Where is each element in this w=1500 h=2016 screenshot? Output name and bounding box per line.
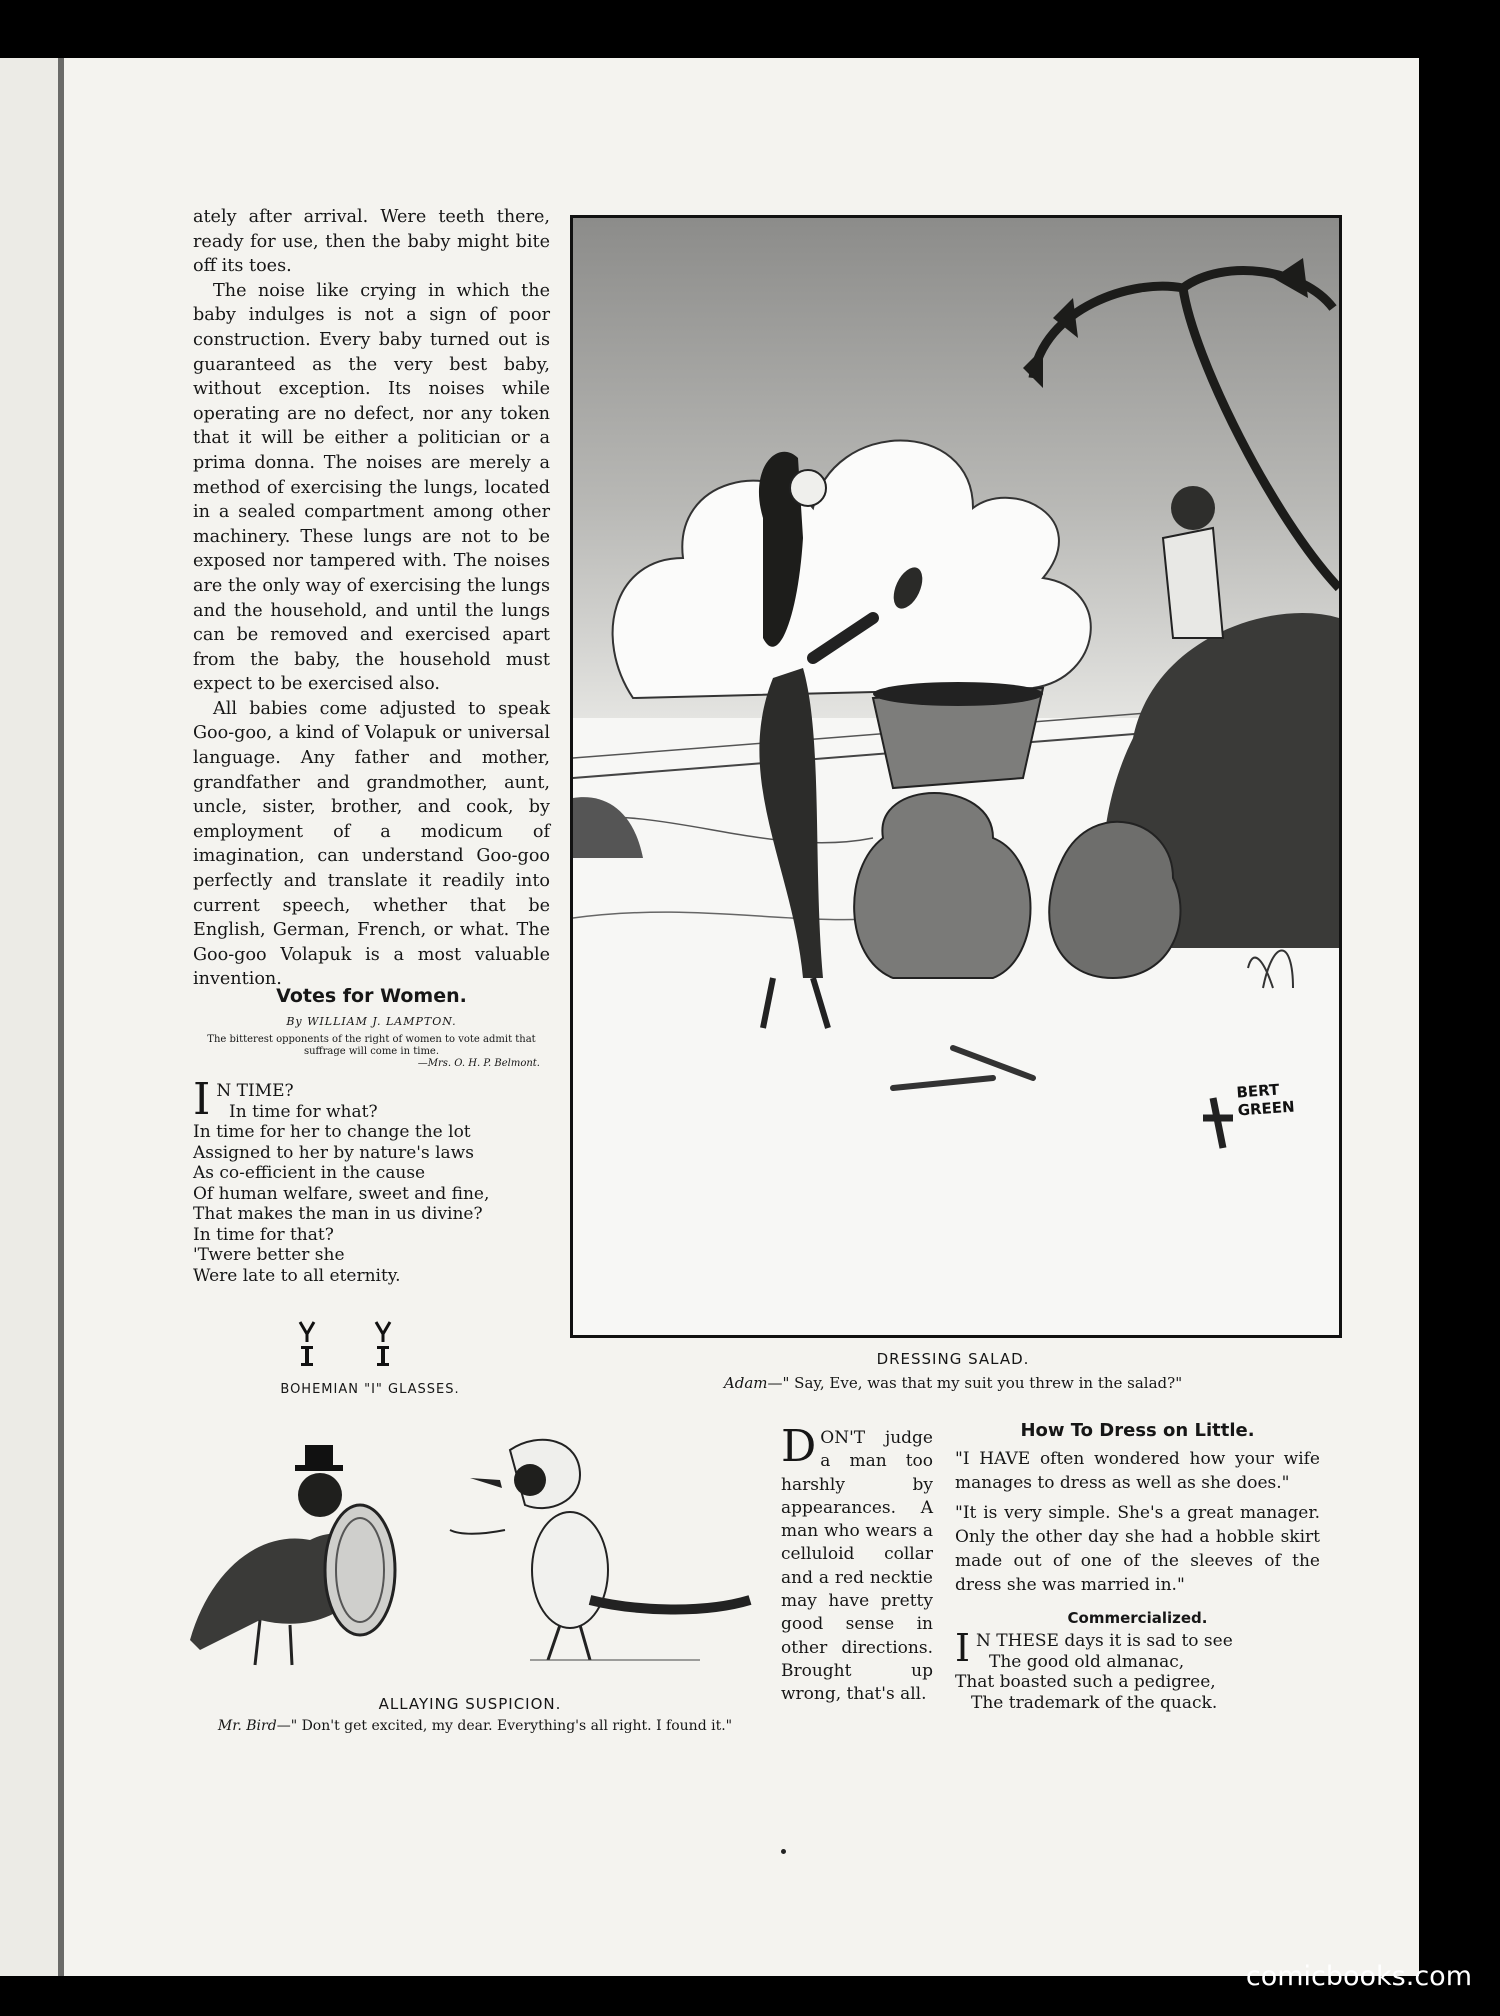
poem-line: As co-efficient in the cause bbox=[193, 1163, 426, 1183]
article-paragraph: The noise like crying in which the baby indulges is not a sign of poor construction. Every baby turned out is guaranteed as the very best baby, without exception. Its noises while operating are no defect, nor any token that it will be either a politician or a prima donna. The noises are merely a method of exercising the lungs, located in a sealed compartment among other machinery. These lungs are not to be exposed nor tampered with. The noises are the only way of exercising the lungs and the household, and until the lungs can be removed and exercised apart from the baby, the household must expect to be exercised also. bbox=[193, 280, 550, 695]
poem-line: Assigned to her by nature's laws bbox=[193, 1142, 474, 1163]
poem-line: In time for that? bbox=[193, 1224, 334, 1245]
poem-body bbox=[193, 1074, 550, 1286]
poem-epigraph-attribution: —Mrs. O. H. P. Belmont. bbox=[417, 1058, 540, 1069]
poem-line: That boasted such a pedigree, bbox=[955, 1672, 1216, 1692]
poem-title: Votes for Women. bbox=[276, 985, 467, 1007]
poem-line: The good old almanac, bbox=[989, 1651, 1185, 1672]
dropcap: D bbox=[781, 1421, 817, 1472]
caption-speaker: Adam bbox=[723, 1374, 768, 1392]
adjacent-page-edge bbox=[0, 58, 62, 1976]
caption-text: —" Don't get excited, my dear. Everything's all right. I found it." bbox=[276, 1718, 733, 1734]
poem-line: N THESE days it is sad to see bbox=[976, 1631, 1233, 1651]
cartoon-illustration bbox=[573, 218, 1339, 1335]
allaying-suspicion-cartoon bbox=[180, 1420, 760, 1685]
cartoon-signature: BERT GREEN bbox=[1235, 1080, 1296, 1120]
votes-for-women-poem bbox=[193, 985, 550, 1286]
article-paragraph: ately after arrival. Were teeth there, ready for use, then the baby might bite off its toes. bbox=[193, 207, 550, 277]
caption-text: —" Say, Eve, was that my suit you threw in the salad?" bbox=[767, 1374, 1183, 1392]
section-subheading: Commercialized. bbox=[1067, 1609, 1208, 1627]
poem-dropcap: I bbox=[955, 1626, 971, 1670]
poem-line: 'Twere better she bbox=[193, 1245, 345, 1265]
poem-line: In time for what? bbox=[229, 1101, 378, 1122]
right-column bbox=[955, 1420, 1320, 1713]
cartoon-title: DRESSING SALAD. bbox=[876, 1350, 1030, 1368]
poem-line: That makes the man in us divine? bbox=[193, 1204, 483, 1224]
dialogue-paragraph: "I HAVE often wondered how your wife manages to dress as well as she does." bbox=[955, 1449, 1320, 1493]
bohemian-glasses-illustration bbox=[263, 1318, 463, 1370]
bird-cartoon-caption bbox=[180, 1718, 770, 1734]
middle-column-text: ON'T judge a man too harshly by appearances. A man who wears a celluloid collar and a red necktie may have pretty good sense in other directions. Brought up wrong, that's all. bbox=[781, 1428, 933, 1705]
poem-dropcap: I bbox=[193, 1074, 211, 1125]
poem-line: N TIME? bbox=[216, 1081, 294, 1101]
dialogue-paragraph: "It is very simple. She's a great manager. Only the other day she had a hobble skirt made out of one of the sleeves of the dress she was married in." bbox=[955, 1503, 1320, 1595]
article-left-column bbox=[193, 205, 550, 992]
cartoon-caption bbox=[570, 1374, 1336, 1392]
caption-speaker: Mr. Bird bbox=[217, 1718, 277, 1734]
watermark: comicbooks.com bbox=[1245, 1961, 1472, 1992]
poem-epigraph: The bitterest opponents of the right of women to vote admit that suffrage will come in time. bbox=[207, 1034, 536, 1057]
poem-line: Were late to all eternity. bbox=[193, 1265, 401, 1286]
page-ornament-dot bbox=[781, 1849, 786, 1854]
poem-byline: By WILLIAM J. LAMPTON. bbox=[286, 1015, 457, 1028]
article-paragraph: All babies come adjusted to speak Goo-goo, a kind of Volapuk or universal language. Any father and mother, grandfather and grandmother, aunt, uncle, sister, brother, and cook, by employment of a modicum of imagination, can understand Goo-goo perfectly and translate it readily into current speech, whether that be English, German, French, or what. The Goo-goo Volapuk is a most valuable invention. bbox=[193, 698, 550, 990]
poem-line: Of human welfare, sweet and fine, bbox=[193, 1183, 490, 1204]
middle-column-item bbox=[781, 1421, 933, 1707]
bird-cartoon-title: ALLAYING SUSPICION. bbox=[378, 1695, 562, 1713]
commercialized-poem bbox=[955, 1626, 1320, 1713]
glasses-caption: BOHEMIAN "I" GLASSES. bbox=[280, 1382, 460, 1397]
poem-line: In time for her to change the lot bbox=[193, 1122, 471, 1142]
section-heading: How To Dress on Little. bbox=[1020, 1420, 1255, 1441]
dressing-salad-cartoon bbox=[570, 215, 1342, 1338]
poem-line: The trademark of the quack. bbox=[971, 1692, 1218, 1713]
